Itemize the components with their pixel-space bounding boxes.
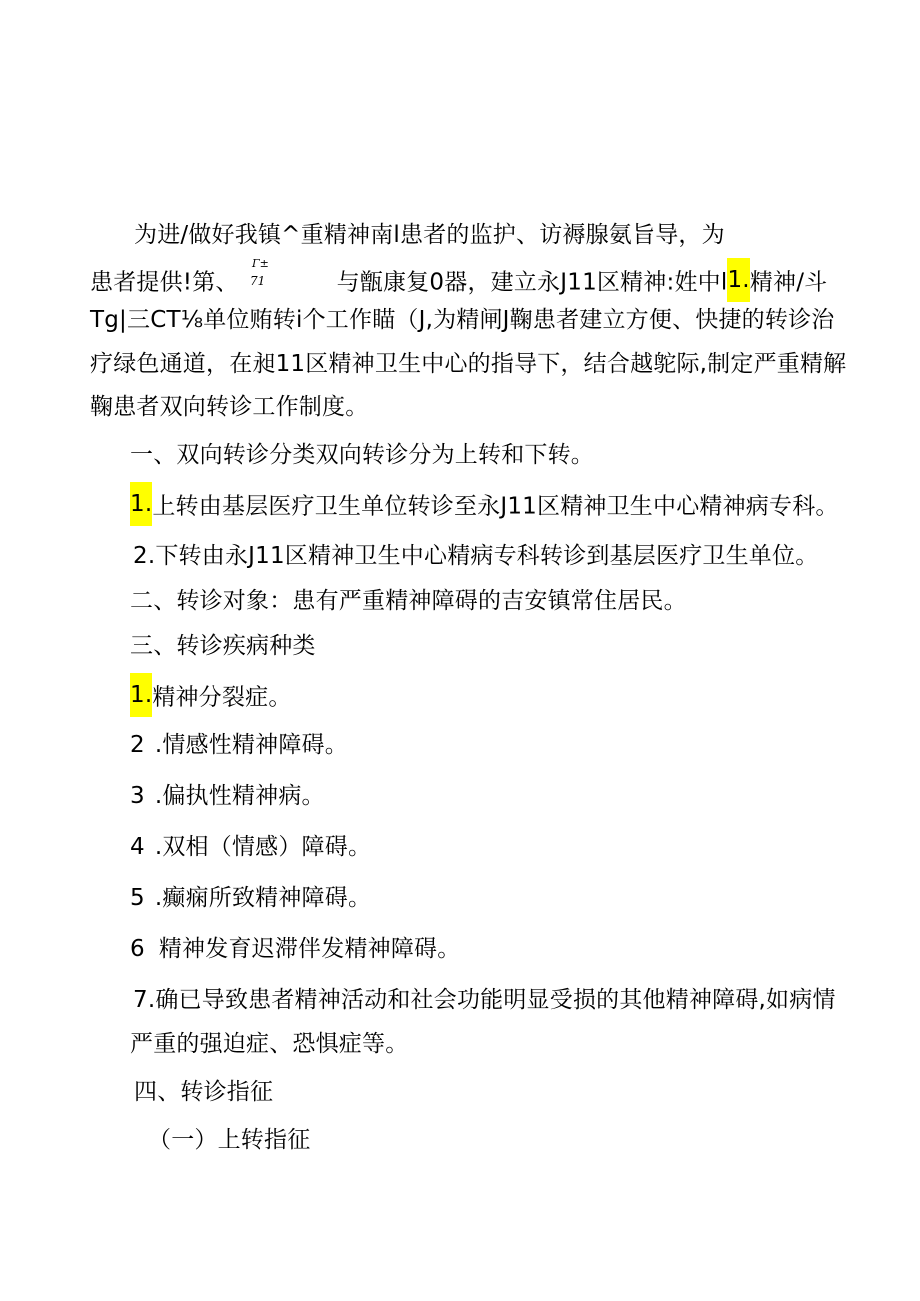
highlight-mark: 1. — [130, 673, 152, 717]
section-1-item-2: 2.下转由永J11区精神卫生中心精病专科转诊到基层医疗卫生单位。 — [133, 543, 819, 569]
section-1-item-1 — [130, 488, 839, 526]
intro-line-4: 疗绿色通道，在昶11区精神卫生中心的指导下，结合越鸵际,制定严重精解 — [90, 351, 847, 377]
section-3-item-5 — [130, 882, 371, 914]
item-text: 精神发育迟滞伴发精神障碍。 — [158, 936, 461, 962]
section-2-heading: 二、转诊对象：患有严重精神障碍的吉安镇常住居民。 — [130, 588, 687, 614]
intro-line-5: 鞠患者双向转诊工作制度。 — [90, 394, 369, 420]
item-number: 5 — [130, 885, 145, 911]
superscript-mark: Γ± — [252, 257, 269, 270]
section-1-heading: 一、双向转诊分类双向转诊分为上转和下转。 — [130, 442, 594, 468]
item-number: 2 — [130, 732, 145, 758]
section-3-item-3 — [130, 780, 325, 812]
highlight-mark: 1. — [727, 258, 749, 302]
section-3-item-7-line-2: 严重的强迫症、恐惧症等。 — [130, 1031, 409, 1057]
section-3-item-4 — [130, 831, 371, 863]
intro-line-2-part-a: 患者提供!第、 — [90, 269, 239, 296]
intro-line-1: 为进/做好我镇^重精神南l患者的监护、访褥腺氨旨导，为 — [134, 222, 725, 248]
section-1-item-1-text: 上转由基层医疗卫生单位转诊至永J11区精神卫生中心精神病专科。 — [152, 493, 839, 520]
section-3-item-6 — [130, 933, 460, 965]
section-3-heading: 三、转诊疾病种类 — [130, 633, 316, 659]
intro-line-2-part-b: 与甑康复0器，建立永J11区精神:姓中l — [336, 269, 728, 296]
section-4-subheading: （一）上转指征 — [148, 1127, 311, 1153]
item-text: .情感性精神障碍。 — [154, 732, 348, 758]
section-3-item-2 — [130, 729, 348, 761]
item-text: .双相（情感）障碍。 — [154, 834, 372, 860]
section-3-item-7-line-1: 7.确已导致患者精神活动和社会功能明显受损的其他精神障碍,如病情 — [133, 987, 836, 1013]
section-3-item-1-text: 精神分裂症。 — [152, 684, 292, 711]
item-text: .偏执性精神病。 — [154, 783, 325, 809]
intro-line-2-part-c: 精神/斗 — [749, 269, 828, 296]
subscript-mark: 71 — [250, 274, 266, 288]
item-number: 3 — [130, 783, 145, 809]
highlight-mark: 1. — [130, 482, 152, 526]
section-3-item-1 — [130, 679, 292, 717]
item-number: 6 — [130, 936, 145, 962]
item-text: .癫痫所致精神障碍。 — [154, 885, 372, 911]
intro-line-3: Tg|三CT⅛单位贿转i个工作瞄（J,为精闸J鞠患者建立方便、快捷的转诊治 — [90, 307, 835, 333]
section-4-heading: 四、转诊指征 — [134, 1079, 274, 1105]
intro-line-2 — [90, 264, 827, 302]
item-number: 4 — [130, 834, 145, 860]
